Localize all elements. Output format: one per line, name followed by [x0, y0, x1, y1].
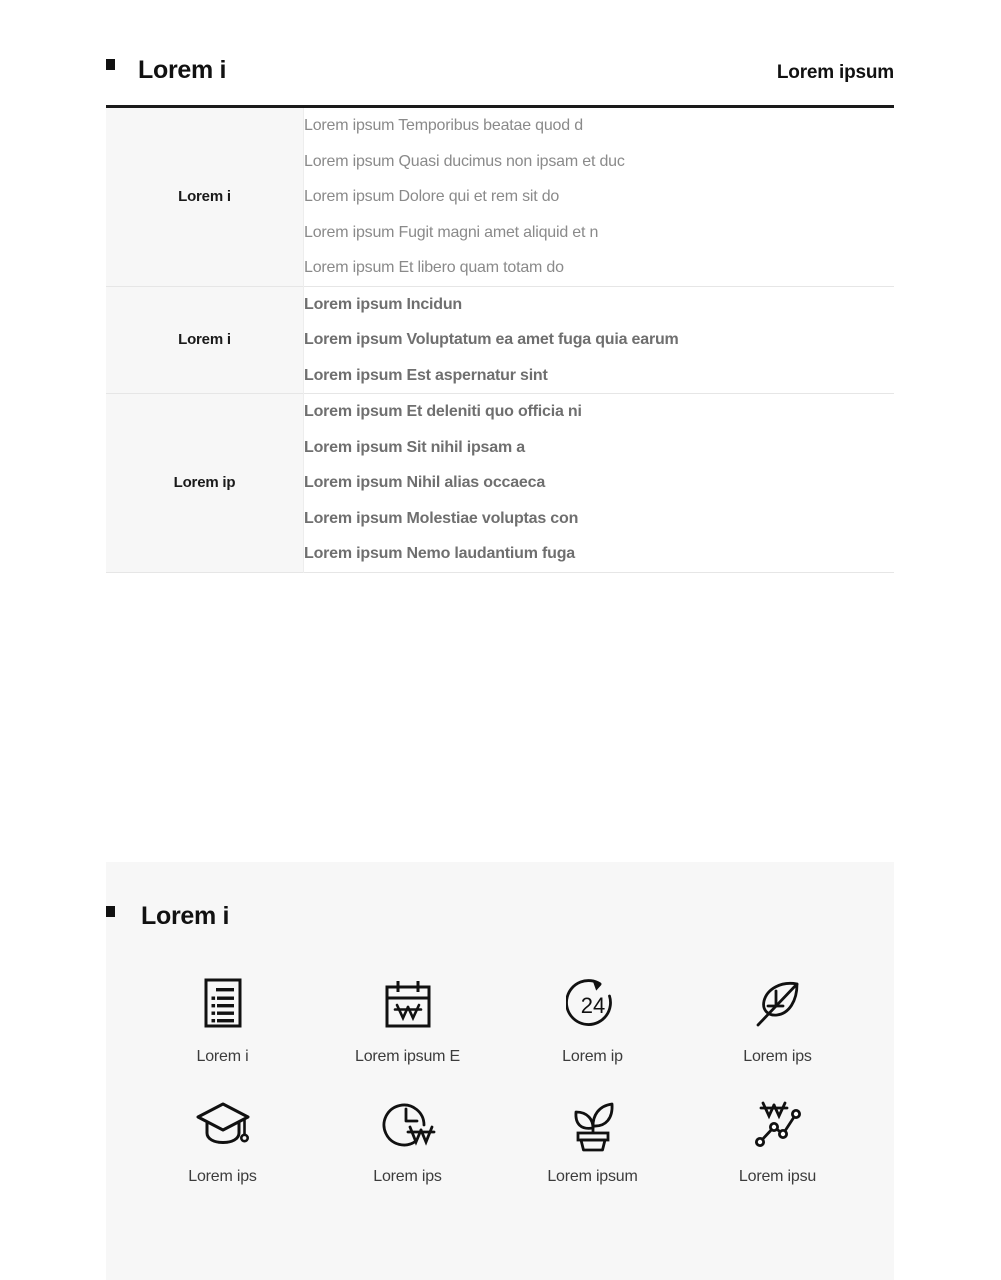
graduation-cap-icon — [195, 1093, 251, 1155]
content-line: Lorem ipsum Et deleniti quo officia ni — [304, 403, 582, 420]
icon-label: Lorem ips — [188, 1168, 257, 1185]
icon-label: Lorem ipsu — [738, 1168, 817, 1185]
spec-table — [106, 108, 894, 573]
icon-label: Lorem i — [196, 1048, 249, 1065]
row-label: Lorem i — [106, 108, 304, 286]
row-content — [304, 108, 895, 286]
icon-grid — [106, 973, 894, 1185]
section-meta-label: Lorem ipsum — [776, 62, 894, 83]
row-content — [304, 286, 895, 394]
table-row — [106, 108, 894, 286]
icon-label: Lorem ip — [562, 1048, 623, 1065]
icon-item[interactable] — [315, 973, 500, 1065]
icon-item[interactable] — [130, 973, 315, 1065]
icon-item[interactable] — [500, 1093, 685, 1185]
icon-item[interactable] — [315, 1093, 500, 1185]
icon-item[interactable] — [500, 973, 685, 1065]
content-line: Lorem ipsum Incidun — [304, 295, 462, 313]
row-label: Lorem i — [106, 286, 304, 394]
row-content — [304, 394, 895, 573]
content-line: Lorem ipsum Est aspernatur sint — [304, 366, 548, 384]
content-line: Lorem ipsum Molestiae voluptas con — [304, 509, 579, 527]
section-header-left — [106, 58, 226, 83]
content-line: Lorem ipsum Sit nihil ipsam a — [304, 438, 525, 456]
table-row — [106, 286, 894, 394]
top-section — [106, 0, 894, 573]
section-header — [106, 0, 894, 83]
content-line: Lorem ipsum Temporibus beatae quod d — [304, 117, 583, 134]
content-line: Lorem ipsum Et libero quam totam do — [304, 259, 564, 276]
icon-panel — [106, 862, 894, 1280]
content-line: Lorem ipsum Dolore qui et rem sit do — [304, 188, 560, 205]
square-bullet-icon — [106, 59, 115, 70]
content-line: Lorem ipsum Nihil alias occaeca — [304, 474, 546, 491]
content-line: Lorem ipsum Voluptatum ea amet fuga quia earum — [304, 331, 679, 348]
calendar-won-icon — [382, 973, 434, 1035]
content-line: Lorem ipsum Quasi ducimus non ipsam et duc — [304, 152, 625, 170]
svg-text:24: 24 — [580, 993, 605, 1018]
line-chart-won-icon — [750, 1093, 806, 1155]
row-label: Lorem ip — [106, 394, 304, 573]
icon-item[interactable] — [685, 973, 870, 1065]
content-line: Lorem ipsum Fugit magni amet aliquid et n — [304, 223, 599, 241]
icon-item[interactable] — [130, 1093, 315, 1185]
twentyfour-hour-icon — [566, 973, 620, 1035]
document-list-icon — [202, 973, 244, 1035]
icon-panel-header — [106, 862, 894, 929]
icon-label: Lorem ipsum — [547, 1168, 638, 1185]
content-line: Lorem ipsum Nemo laudantium fuga — [304, 545, 575, 562]
icon-label: Lorem ips — [373, 1168, 442, 1185]
clock-won-icon — [380, 1093, 436, 1155]
table-row — [106, 394, 894, 573]
icon-label: Lorem ipsum E — [355, 1048, 460, 1065]
leaf-icon — [751, 973, 805, 1035]
icon-item[interactable] — [685, 1093, 870, 1185]
square-bullet-icon — [106, 906, 115, 917]
icon-panel-title: Lorem i — [141, 902, 230, 930]
potted-plant-icon — [567, 1093, 619, 1155]
page-title: Lorem i — [138, 56, 227, 84]
icon-label: Lorem ips — [743, 1048, 812, 1065]
